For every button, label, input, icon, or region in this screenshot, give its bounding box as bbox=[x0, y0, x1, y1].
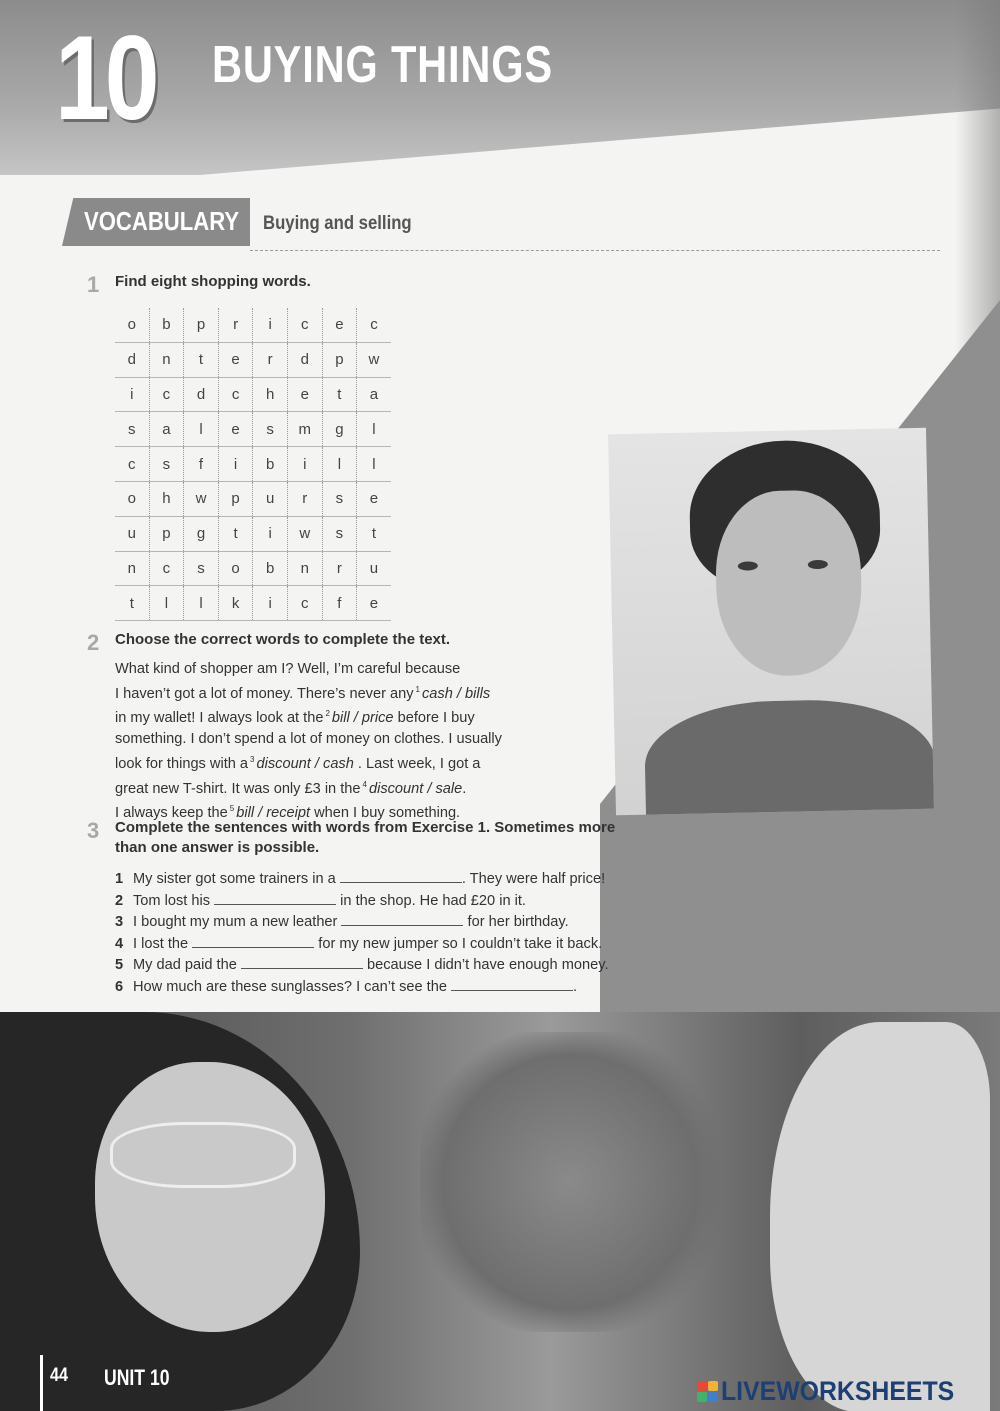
grid-cell[interactable]: i bbox=[218, 447, 253, 482]
sentence-number: 5 bbox=[115, 957, 124, 974]
text-segment: I haven’t got a lot of money. There’s never any bbox=[115, 685, 414, 702]
grid-cell[interactable]: e bbox=[287, 377, 322, 412]
grid-cell[interactable]: a bbox=[357, 377, 391, 412]
liveworksheets-logo[interactable] bbox=[697, 1376, 975, 1407]
text-line bbox=[115, 729, 585, 750]
text-line bbox=[115, 659, 585, 680]
grid-cell[interactable]: w bbox=[357, 342, 391, 377]
exercise-3-number: 3 bbox=[87, 818, 100, 843]
grid-cell[interactable]: s bbox=[322, 516, 357, 551]
liveworksheets-icon bbox=[697, 1381, 718, 1402]
grid-cell[interactable]: s bbox=[184, 551, 219, 586]
text-segment: when I buy something. bbox=[314, 805, 461, 822]
sentence-end: in the shop. He had £20 in it. bbox=[340, 892, 526, 909]
grid-cell[interactable]: u bbox=[253, 481, 288, 516]
sentence-item bbox=[115, 954, 609, 976]
sentence-start: How much are these sunglasses? I can’t see the bbox=[133, 978, 447, 995]
grid-cell[interactable]: i bbox=[253, 308, 288, 342]
grid-cell[interactable]: g bbox=[322, 412, 357, 447]
grid-cell[interactable]: r bbox=[218, 308, 253, 342]
section-tag: VOCABULARY bbox=[84, 206, 240, 236]
choice-options[interactable]: discount / cash bbox=[256, 755, 354, 772]
text-line bbox=[115, 680, 585, 705]
gap-number: 4 bbox=[362, 779, 367, 789]
grid-cell[interactable]: d bbox=[184, 377, 219, 412]
grid-cell[interactable]: g bbox=[184, 516, 219, 551]
answer-blank[interactable] bbox=[192, 933, 314, 948]
grid-cell[interactable]: l bbox=[357, 412, 391, 447]
exercise-1-instruction: Find eight shopping words. bbox=[115, 273, 311, 290]
grid-cell[interactable]: e bbox=[218, 412, 253, 447]
grid-cell[interactable]: s bbox=[149, 447, 184, 482]
sentence-end: . bbox=[573, 978, 578, 995]
liveworksheets-logo-text: LIVEWORKSHEETS bbox=[721, 1376, 955, 1406]
exercise-2-text bbox=[115, 659, 585, 824]
grid-row bbox=[115, 308, 391, 342]
text-segment: . Last week, I got a bbox=[357, 755, 481, 772]
grid-cell[interactable]: l bbox=[184, 586, 219, 621]
grid-cell[interactable]: l bbox=[357, 447, 391, 482]
grid-cell[interactable]: m bbox=[287, 412, 322, 447]
exercise-2-number: 2 bbox=[87, 630, 100, 655]
grid-cell[interactable]: i bbox=[253, 516, 288, 551]
sentence-number: 1 bbox=[115, 871, 124, 887]
sentence-start: I lost the bbox=[133, 935, 189, 952]
grid-cell[interactable]: t bbox=[357, 516, 391, 551]
grid-cell[interactable]: a bbox=[149, 412, 184, 447]
grid-row bbox=[115, 377, 391, 412]
answer-blank[interactable] bbox=[451, 976, 573, 991]
footer-unit-label: UNIT 10 bbox=[104, 1365, 170, 1390]
exercise-3-instruction: Complete the sentences with words from Exercise 1. Sometimes more than one answer is possible. bbox=[115, 819, 616, 856]
word-search-grid bbox=[115, 308, 391, 621]
footer-tick bbox=[40, 1355, 43, 1411]
grid-cell[interactable]: i bbox=[115, 377, 149, 412]
sentence-item bbox=[115, 933, 609, 955]
girl-glasses bbox=[110, 1122, 296, 1188]
grid-cell[interactable]: u bbox=[357, 551, 391, 586]
grid-cell[interactable]: p bbox=[184, 308, 219, 342]
grid-cell[interactable]: n bbox=[115, 551, 149, 586]
grid-cell[interactable]: f bbox=[322, 586, 357, 621]
grid-cell[interactable]: r bbox=[253, 342, 288, 377]
grid-cell[interactable]: c bbox=[287, 308, 322, 342]
sentence-end: because I didn’t have enough money. bbox=[366, 957, 609, 974]
answer-blank[interactable] bbox=[214, 890, 336, 905]
grid-cell[interactable]: s bbox=[253, 412, 288, 447]
grid-cell[interactable]: d bbox=[287, 342, 322, 377]
grid-cell[interactable]: r bbox=[287, 481, 322, 516]
grid-cell[interactable]: w bbox=[287, 516, 322, 551]
boy-eye-right bbox=[808, 560, 828, 569]
grid-cell[interactable]: h bbox=[149, 481, 184, 516]
grid-cell[interactable]: e bbox=[218, 342, 253, 377]
text-line bbox=[115, 704, 585, 729]
sentence-item bbox=[115, 911, 609, 933]
grid-cell[interactable]: t bbox=[218, 516, 253, 551]
answer-blank[interactable] bbox=[341, 911, 463, 926]
text-segment: something. I don’t spend a lot of money on clothes. I usually bbox=[115, 731, 502, 748]
boy-face bbox=[714, 489, 863, 677]
grid-row bbox=[115, 586, 391, 621]
sentence-number: 3 bbox=[115, 914, 124, 931]
grid-cell[interactable]: c bbox=[149, 377, 184, 412]
photo-right-person bbox=[770, 1022, 990, 1411]
grid-cell[interactable]: i bbox=[253, 586, 288, 621]
grid-cell[interactable]: u bbox=[115, 516, 149, 551]
sentence-start: My sister got some trainers in a bbox=[133, 871, 336, 887]
sentence-end: for my new jumper so I couldn’t take it back. bbox=[318, 935, 603, 952]
grid-cell[interactable]: b bbox=[253, 447, 288, 482]
gap-number: 2 bbox=[325, 709, 330, 719]
grid-cell[interactable]: b bbox=[253, 551, 288, 586]
text-segment: look for things with a bbox=[115, 755, 249, 772]
sentence-number: 6 bbox=[115, 978, 124, 995]
grid-cell[interactable]: s bbox=[322, 481, 357, 516]
text-segment: in my wallet! I always look at the bbox=[115, 710, 324, 727]
text-segment: . bbox=[462, 780, 467, 797]
unit-title: BUYING THINGS bbox=[212, 36, 553, 94]
grid-cell[interactable]: o bbox=[115, 481, 149, 516]
text-line bbox=[115, 750, 585, 775]
exercise-3-sentences bbox=[115, 868, 609, 998]
choice-options[interactable]: bill / receipt bbox=[236, 805, 311, 822]
grid-cell[interactable]: b bbox=[149, 308, 184, 342]
grid-cell[interactable]: l bbox=[184, 412, 219, 447]
sentence-end: . They were half price! bbox=[461, 871, 606, 887]
boy-eye-left bbox=[738, 561, 758, 570]
grid-cell[interactable]: c bbox=[115, 447, 149, 482]
grid-cell[interactable]: p bbox=[149, 516, 184, 551]
grid-cell[interactable]: o bbox=[218, 551, 253, 586]
text-segment: before I buy bbox=[397, 710, 475, 727]
grid-cell[interactable]: l bbox=[149, 586, 184, 621]
grid-row bbox=[115, 551, 391, 586]
sentence-item bbox=[115, 976, 609, 998]
logo-square-green bbox=[697, 1392, 707, 1402]
answer-blank[interactable] bbox=[340, 868, 462, 883]
page-number: 44 bbox=[50, 1365, 68, 1386]
section-divider bbox=[250, 250, 940, 251]
grid-cell[interactable]: i bbox=[287, 447, 322, 482]
logo-square-yellow bbox=[708, 1381, 718, 1391]
gap-number: 3 bbox=[250, 754, 255, 764]
photo-background-person bbox=[420, 1032, 720, 1332]
grid-cell[interactable]: e bbox=[357, 481, 391, 516]
girl-face bbox=[95, 1062, 325, 1332]
sentence-start: I bought my mum a new leather bbox=[133, 914, 338, 931]
text-segment: I always keep the bbox=[115, 805, 228, 822]
sentence-end: for her birthday. bbox=[467, 914, 569, 931]
grid-cell[interactable]: h bbox=[253, 377, 288, 412]
grid-row bbox=[115, 342, 391, 377]
section-subtitle: Buying and selling bbox=[263, 213, 412, 234]
sentence-number: 4 bbox=[115, 935, 124, 952]
grid-cell[interactable]: t bbox=[322, 377, 357, 412]
grid-cell[interactable]: r bbox=[322, 551, 357, 586]
logo-square-red bbox=[697, 1381, 707, 1391]
grid-cell[interactable]: f bbox=[184, 447, 219, 482]
logo-square-blue bbox=[708, 1392, 718, 1402]
grid-cell[interactable]: n bbox=[149, 342, 184, 377]
grid-cell[interactable]: t bbox=[184, 342, 219, 377]
sentence-number: 2 bbox=[115, 892, 124, 909]
text-segment: great new T-shirt. It was only £3 in the bbox=[115, 780, 361, 797]
grid-row bbox=[115, 447, 391, 482]
grid-cell[interactable]: c bbox=[357, 308, 391, 342]
grid-cell[interactable]: d bbox=[115, 342, 149, 377]
choice-options[interactable]: discount / sale bbox=[368, 780, 463, 797]
grid-row bbox=[115, 412, 391, 447]
grid-cell[interactable]: e bbox=[357, 586, 391, 621]
grid-cell[interactable]: c bbox=[287, 586, 322, 621]
grid-cell[interactable]: o bbox=[115, 308, 149, 342]
grid-cell[interactable]: c bbox=[149, 551, 184, 586]
unit-number: 10 bbox=[55, 11, 155, 145]
grid-cell[interactable]: e bbox=[322, 308, 357, 342]
boy-shirt bbox=[644, 698, 934, 816]
grid-cell[interactable]: c bbox=[218, 377, 253, 412]
choice-options[interactable]: bill / price bbox=[331, 710, 394, 727]
grid-cell[interactable]: p bbox=[322, 342, 357, 377]
sentence-start: My dad paid the bbox=[133, 957, 237, 974]
gap-number: 5 bbox=[229, 804, 235, 814]
text-line bbox=[115, 775, 585, 800]
grid-cell[interactable]: s bbox=[115, 412, 149, 447]
grid-cell[interactable]: n bbox=[287, 551, 322, 586]
choice-options[interactable]: cash / bills bbox=[422, 685, 491, 702]
grid-row bbox=[115, 481, 391, 516]
grid-cell[interactable]: t bbox=[115, 586, 149, 621]
sentence-item bbox=[115, 868, 609, 890]
grid-cell[interactable]: k bbox=[218, 586, 253, 621]
exercise-1-number: 1 bbox=[87, 272, 100, 297]
gap-number: 1 bbox=[415, 684, 420, 694]
sentence-item bbox=[115, 890, 609, 912]
grid-row bbox=[115, 516, 391, 551]
boy-photo bbox=[608, 428, 934, 816]
grid-cell[interactable]: l bbox=[322, 447, 357, 482]
sentence-start: Tom lost his bbox=[133, 892, 211, 909]
exercise-2-instruction: Choose the correct words to complete the text. bbox=[115, 631, 451, 648]
bottom-photo bbox=[0, 1012, 1000, 1411]
answer-blank[interactable] bbox=[241, 954, 363, 969]
grid-cell[interactable]: p bbox=[218, 481, 253, 516]
grid-cell[interactable]: w bbox=[184, 481, 219, 516]
text-segment: What kind of shopper am I? Well, I’m careful because bbox=[115, 661, 461, 677]
